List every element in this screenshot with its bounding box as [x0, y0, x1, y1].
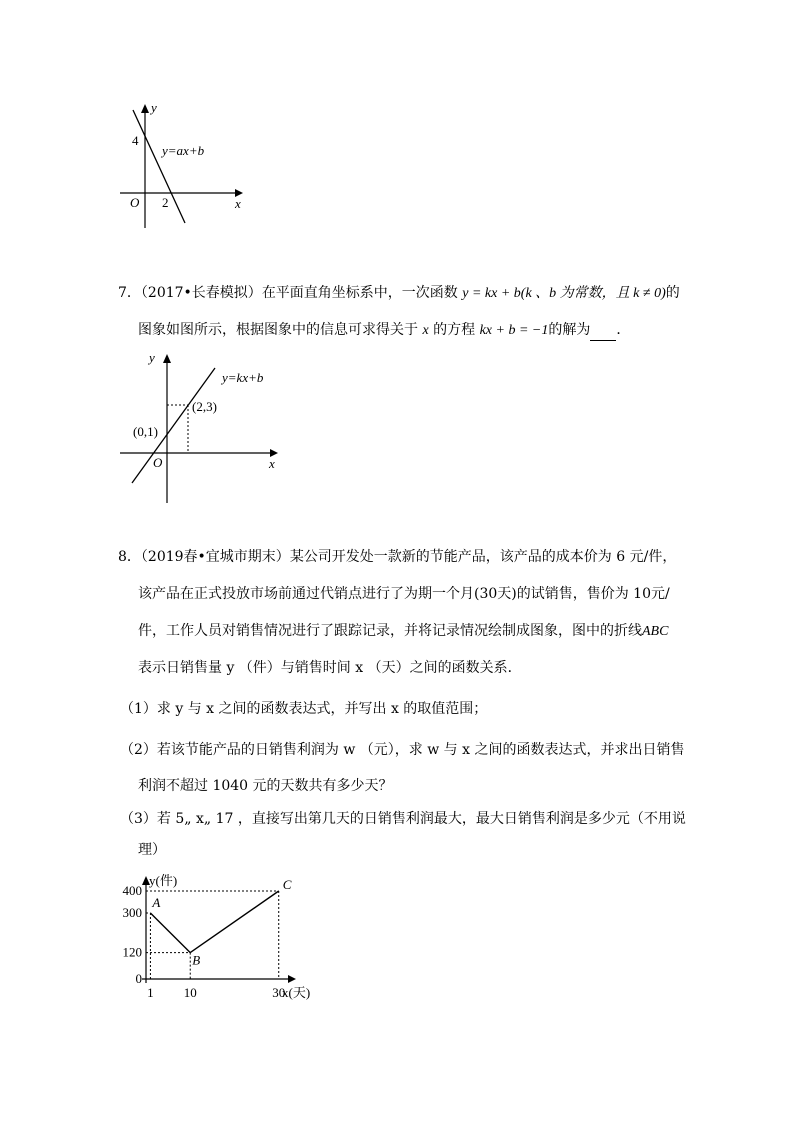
question-8-part-3-line-2: 理） [138, 842, 166, 858]
question-source: （2019春•宜城市期末） [140, 549, 290, 565]
question-8-line-4: 表示日销售量 y （件）与销售时间 x （天）之间的函数关系． [138, 660, 522, 676]
formula: y = kx + b(k 、b 为常数，且 k ≠ 0) [462, 286, 666, 301]
question-8-part-3-line-1: （3）若 5„ x„ 17 ，直接写出第几天的日销售利润最大，最大日销售利润是多少元（不用说 [120, 811, 686, 827]
question-source: （2017•长春模拟） [140, 285, 262, 301]
question-7-line-2: 图象如图所示，根据图象中的信息可求得关于 x 的方程 kx + b = −1的解为 ． [138, 320, 630, 341]
question-8-line-1: 8．（2019春•宜城市期末）某公司开发处一款新的节能产品，该产品的成本价为 6 元/件， [118, 549, 677, 565]
y-tick-label: 0 [135, 971, 142, 986]
sales-chart [112, 868, 327, 1003]
graph-q7 [115, 348, 285, 508]
question-8-part-2-line-2: 利润不超过 1040 元的天数共有多少天？ [138, 778, 393, 794]
y-tick-label: 300 [122, 905, 142, 920]
x-axis-label: x [269, 456, 275, 471]
question-8-line-3: 件，工作人员对销售情况进行了跟踪记录，并将记录情况绘制成图象，图中的折线ABC [138, 623, 669, 639]
series-segment-BC [190, 891, 278, 953]
graph-q6 [115, 100, 255, 230]
x-axis-arrow [288, 975, 296, 983]
x-axis-label: x(天) [282, 985, 311, 1000]
question-7-line-1: 7．（2017•长春模拟）在平面直角坐标系中，一次函数 y = kx + b(k 、b 为常数，且 k ≠ 0)的 [118, 285, 680, 301]
point-b-label: (2,3) [192, 399, 217, 414]
equation: kx + b = −1 [479, 323, 549, 338]
y-tick-label: 120 [122, 944, 142, 960]
series-segment-AB [150, 913, 190, 953]
y-axis-label: y [151, 100, 157, 115]
y-axis-arrow [163, 354, 171, 363]
question-8-part-1: （1）求 y 与 x 之间的函数表达式，并写出 x 的取值范围； [120, 701, 488, 717]
origin-label: O [130, 195, 140, 210]
point-label-C: C [282, 877, 292, 892]
x-tick-label: 30 [272, 985, 286, 1000]
y-intercept-label: 4 [132, 133, 139, 148]
x-tick-label: 10 [183, 985, 197, 1000]
y-axis-label: y(件) [149, 873, 178, 888]
origin-label: O [153, 455, 163, 470]
point-a-label: (0,1) [133, 424, 158, 439]
question-8-part-2-line-1: （2）若该节能产品的日销售利润为 w （元），求 w 与 x 之间的函数表达式，并求出日销售 [120, 742, 685, 758]
answer-blank [590, 326, 616, 341]
line-label: y=ax+b [162, 143, 205, 158]
y-axis-arrow [141, 104, 149, 113]
point-label-A: A [152, 895, 161, 910]
x-axis-label: x [235, 196, 241, 211]
question-number: 7． [118, 285, 141, 301]
x-intercept-label: 2 [162, 195, 169, 210]
function-line [133, 110, 185, 223]
point-label-B: B [192, 952, 201, 968]
x-tick-label: 1 [147, 985, 154, 1000]
line-label: y=kx+b [222, 370, 264, 385]
y-tick-label: 400 [122, 883, 142, 898]
question-8-line-2: 该产品在正式投放市场前通过代销点进行了为期一个月(30天)的试销售，售价为 10元/ [138, 586, 670, 602]
question-number: 8． [118, 549, 141, 565]
y-axis-label: y [149, 350, 155, 365]
